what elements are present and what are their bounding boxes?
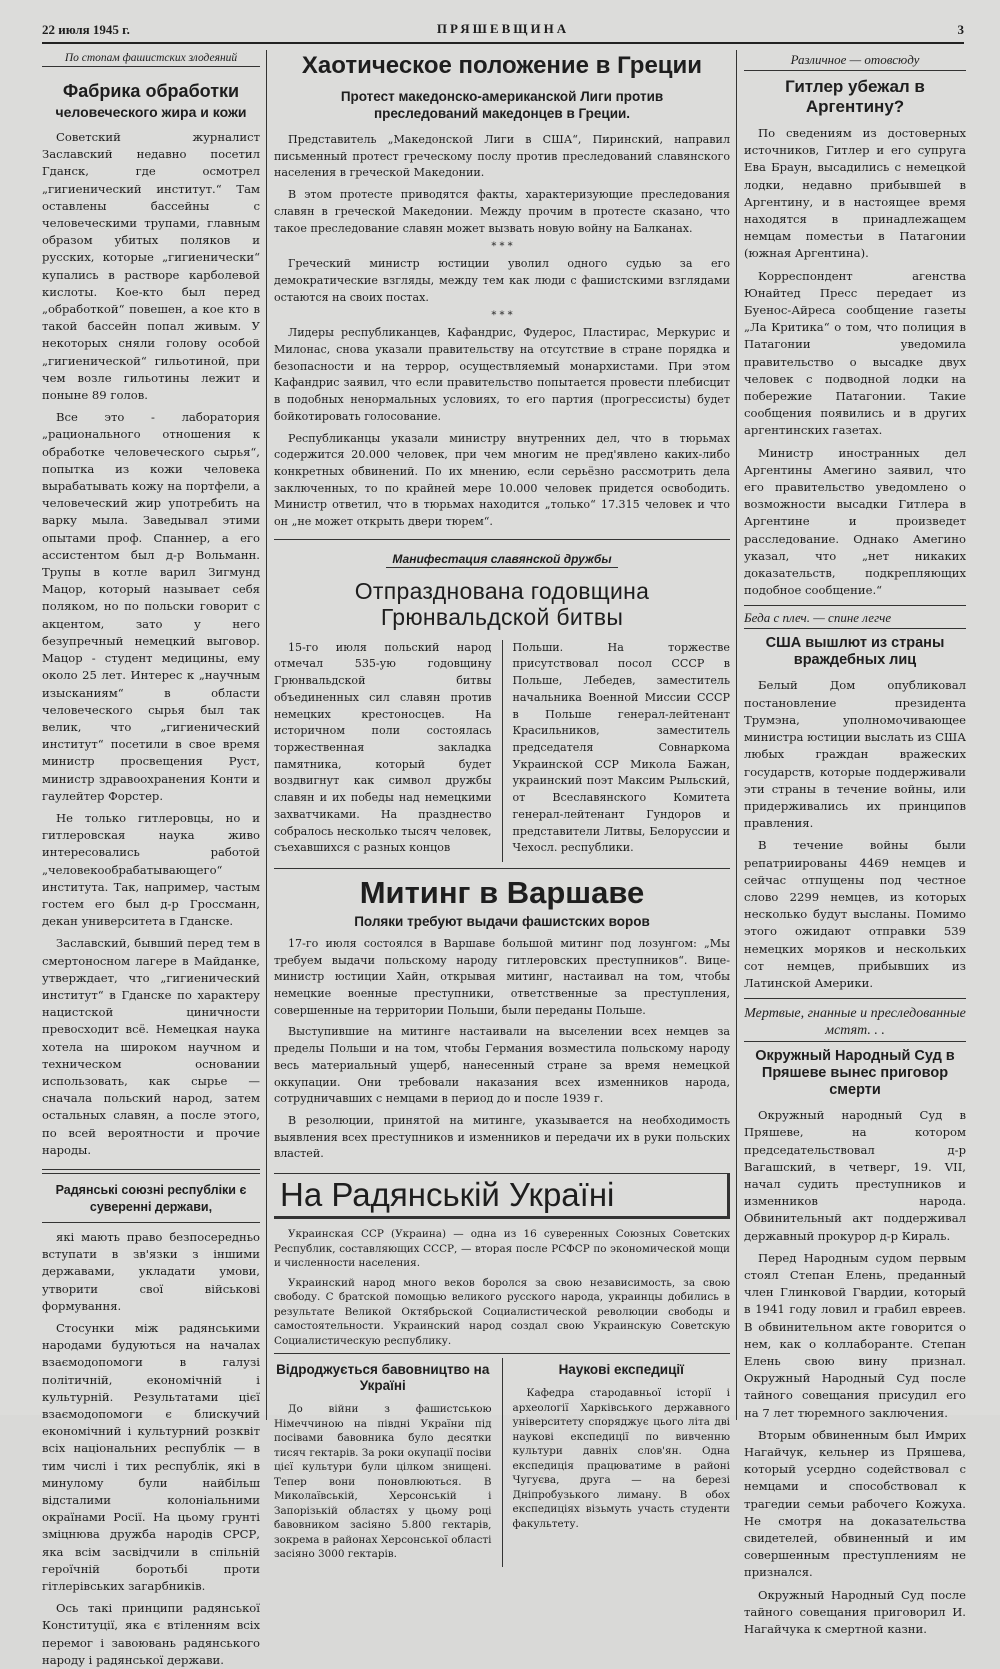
article-hitler bbox=[744, 125, 966, 599]
sovereign-paragraph: які мають право безпосередньо вступати в зв'язки з іншими державами, укладати умови, утворити свої військові формування. bbox=[42, 1229, 260, 1313]
greece-paragraph: Лидеры республиканцев, Кафандрис, Фудерос, Пластирас, Меркурис и Милонас, снова указали правительству на отсутствие в стране порядка и безопасности и на террор, осуществляемый монархистами. При этом Кафандрис заявил, что если правительство попытается провести плебисцит в подобных ненормальных условиях, то его партия (прогрессисты) будет бойкотировать голосование. bbox=[274, 326, 730, 423]
grunwald-col-rule bbox=[502, 640, 503, 862]
hitler-paragraph: Корреспондент агенства Юнайтед Пресс передает из Буенос-Айреса сообщение газеты „Ла Критика“ о том, что полиция в Патагонии уведомила правительство о высадке двух человек с подводной лодки на побережие Патагонии. Такие сообщения появились и в других аргентинских газетах. bbox=[744, 268, 966, 438]
sovereign-paragraph: Стосунки між радянськими народами будуються на началах взаємодопомоги в галузі політичній, економічній і культурній. Результатами цієї взаємодопомоги є блискучий економічний і культурний розквіт всіх національних республік — в тим числі і тих республік, які в минулому були найбільш відсталими колоніальними окраїнами Росії. На цьому грунті зміцнюва дружба народів СРСР, яка всім засвідчили в спільній героїчній боротьбі проти гітлерівських загарбників. bbox=[42, 1321, 260, 1594]
grunwald-paragraph: 15-го июля польский народ отмечал 535-ую годовщину Грюнвальдской битвы объединенных сил славян против немецких крестоносцев. На историчном поли состоялась торжественная закладка памятника, который будет воздвигнут как символ дружбы славян и их победы над немецкими захватчиками. На празднество собралось несколько тысяч человек, съехавшихся с разных концов bbox=[274, 640, 492, 855]
issue-date: 22 июля 1945 г. bbox=[42, 22, 130, 37]
headline-usa: США вышлют из страны враждебных лиц bbox=[765, 635, 945, 669]
newspaper-title: ПРЯШЕВЩИНА bbox=[436, 21, 570, 36]
article-court bbox=[744, 1107, 966, 1638]
sovereign-paragraph: Ось такі принципи радянської Конституції, яка є втіленням всіх перемог і завоювань радянського народу і радянської держави. bbox=[42, 1601, 260, 1667]
rubric-avengers: Мертвые, гнанные и преследованные мстят. . . bbox=[744, 1005, 966, 1042]
left-column bbox=[42, 52, 260, 1667]
headline-warsaw: Митинг в Варшаве bbox=[359, 874, 645, 910]
factory-paragraph: Все это - лаборатория „рационального отношения к обработке человеческого сырья“, попытка из кожи человека вырабатывать кожу на портфели, а человеческий жир употребить на варку мыла. Заведывал этими опытами проф. Спаннер, а его ассистентом был д-р Вольманн. Трупы в котле варил Зигмунд Мацор, который называет себя поляком, но по польски говорит с акцентом, зато у него безупречный немецкий выговор. Мацор - студент медицины, ему около 25 лет. Интерес к „научным изысканиям“ в области человеческого сырья был так велик, что „гигиенический институт“ посетили в свое время министр просвещения Руст, министр здравоохранения Конти и гаулейтер Форстер. bbox=[42, 410, 260, 803]
grunwald-col-right bbox=[513, 640, 731, 862]
hitler-paragraph: Министр иностранных дел Аргентины Амегино заявил, что его правительство уведомлено о возможности высадки Гитлера в Аргентине и произведет расследование. Однако Амегино указал, что „нет никаких доказательств, подкрепляющих подобное сообщение.“ bbox=[744, 445, 966, 598]
article-grunwald bbox=[274, 640, 730, 862]
headline-expeditions: Наукові експедиції bbox=[558, 1362, 684, 1378]
right-column bbox=[744, 52, 967, 1637]
rubric-slavic-friendship: Манифестация славянской дружбы bbox=[386, 552, 617, 568]
divider bbox=[744, 998, 966, 999]
column-rule-right bbox=[736, 50, 737, 1420]
rubric-trouble: Беда с плеч. — спине легче bbox=[744, 610, 966, 629]
greece-paragraph: Греческий министр юстиции уволил одного судью за его демократические взгляды, между тем как люди с фашистскими взглядами остаются на своих постах. bbox=[274, 257, 730, 304]
section-warsaw bbox=[274, 868, 730, 1163]
article-expeditions bbox=[513, 1358, 731, 1567]
headline-greece: Хаотическое положение в Греции bbox=[301, 52, 703, 79]
hitler-paragraph: По сведениям из достоверных источников, Гитлер и его супруга Ева Браун, высадились с немецкой лодки, недавно прибывшей в Аргентину, и в настоящее время находятся в принадлежащем немцам поместьи в Патагонии (южная Аргентина). bbox=[744, 126, 966, 261]
headline-factory-line2: человеческого жира и кожи bbox=[55, 104, 247, 120]
column-rule-left bbox=[266, 50, 267, 1420]
greece-paragraph: Республиканцы указали министру внутренних дел, что в тюрьмах содержится 20.000 человек, при чем многим не пред'явлено каких-либо конкретных обвинений. По их мнению, если серьёзно рассмотрить дела заключенных, то по крайней мере 10.000 человек придется освободить. Министр ответил, что в тюрьмах находится „только“ 17.315 человек и что он „не может открыть двери тюрем“. bbox=[274, 431, 730, 529]
section-grunwald bbox=[274, 539, 730, 630]
subhead-greece: Протест македонско-американской Лиги против преследований македонцев в Греции. bbox=[340, 89, 664, 121]
separator-stars: * * * bbox=[491, 241, 513, 253]
factory-paragraph: Заславский, бывший перед тем в смертоносном лагере в Майданке, утверждает, что „гигиенический институт“ в Гданске по характеру нацистской циничности превосходит всё. Немецкая наука хотела на широком научном и техническом основании использовать, как сырье — сначала польский народ, затем остальных славян, а после этого, по всей вероятности и прочие народы. bbox=[42, 936, 260, 1157]
headline-factory-line1: Фабрика обработки bbox=[62, 81, 240, 101]
ukraine-paragraph: Украинский народ много веков боролся за свою независимость, за свою свободу. С братской помощью великого русского народа, украинцы добились в результате Великой Октябрьской Социалистической революции свободы и самостоятельности. Украинский народ создал свою Украинскую Советскую Социалистическую республику. bbox=[274, 1276, 730, 1347]
article-cotton bbox=[274, 1358, 492, 1567]
headline-factory bbox=[42, 81, 260, 123]
court-paragraph: Перед Народным судом первым стоял Степан Елень, преданный член Глинковой Гвардии, который в 1941 году ловил и грабил евреев. В обвинительном акте говорится о нем, как о коллаборанте. Степан Елень свою вину признал. Окружный Народный Суд после тайного совещания присудил его на 7 лет тюремного заключения. bbox=[744, 1250, 966, 1420]
section-ukraine bbox=[274, 1173, 730, 1567]
article-factory bbox=[42, 129, 260, 1159]
divider bbox=[744, 605, 966, 606]
warsaw-paragraph: В резолюции, принятой на митинге, указывается на необходимость выявления всех преступников и изменников и передачи их в руки польских властей. bbox=[274, 1113, 730, 1161]
masthead bbox=[42, 20, 964, 44]
rubric-fascist-crimes: По стопам фашистских злодеяний bbox=[42, 52, 260, 67]
article-usa bbox=[744, 677, 966, 992]
ukraine-paragraph: Украинская ССР (Украина) — одна из 16 суверенных Союзных Советских Республик, составляющих СССР, — вторая после РСФСР по экономической мощи и численности населения. bbox=[274, 1228, 730, 1270]
center-column bbox=[274, 52, 730, 1561]
article-sovereign-republics bbox=[42, 1229, 260, 1669]
cotton-paragraph: До війни з фашистською Німеччиною на півдні України під посівами бавовника було десятки тисяч гектарів. За роки окупації посіви цієї культури були цілком знищені. Тепер вони поновлюються. В Миколаївській, Херсонській і Запорізькій областях у цьому році бавовником засіяно 5.800 гектарів, зокрема в районах Херсонської області засіяно 3000 гектарів. bbox=[274, 1403, 492, 1561]
headline-hitler: Гитлер убежал в Аргентину? bbox=[785, 77, 925, 116]
ukraine-intro bbox=[274, 1227, 730, 1348]
usa-paragraph: Белый Дом опубликовал постановление президента Трумэна, уполномочивающее министра юстиции выслать из США любых граждан вражеских государств, которые поддерживали эти страны в течение войны, или придерживались их принципов правления. bbox=[744, 678, 967, 831]
rubric-miscellaneous: Различное — отовсюду bbox=[744, 52, 966, 71]
factory-paragraph: Советский журналист Заславский недавно посетил Гданск, где осмотрел „гигиенический институт.“ Там оставлены бассейны с человеческими трупами, главным образом убитых поляков и русских, которые „гигиенически“ купались в растворе карболевой кислоты. Кое-кто был перед „обработкой“ повешен, а кое кто в такой бассейн попал живым. У некоторых сняли голову особой „гигиенической“ гильотиной, при чем возле гильотины лежит и поныне 89 голов. bbox=[42, 130, 260, 403]
warsaw-paragraph: 17-го июля состоялся в Варшаве большой митинг под лозунгом: „Мы требуем выдачи польскому народу гитлеровских преступников“. Вице-министр юстиции Хайн, открывая митинг, настаивал на том, чтобы немецкие военные преступники, ответственные за преступления, совершенные на территории Польши, были переданы Польше. bbox=[274, 936, 730, 1017]
subhead-warsaw: Поляки требуют выдачи фашистских воров bbox=[354, 913, 650, 929]
court-paragraph: Окружный народный Суд в Пряшеве, на котором председательствовал д-р Вагашский, в четверг, 19. VII, начал судить преступников и изменников народа. Обвинительный акт поддерживал державный прокурор д-р Кираль. bbox=[744, 1108, 966, 1243]
greece-paragraph: В этом протесте приводятся факты, характеризующие преследования славян в греческой Македонии. Между прочим в протесте сказано, что такое преследование славян может вызвать новую войну на Балканах. bbox=[274, 188, 730, 235]
separator-stars: * * * bbox=[491, 310, 513, 322]
section-divider bbox=[42, 1169, 260, 1174]
expeditions-paragraph: Кафедра стародавньої історії і археології Харківського державного університету споряджує цього літа дві наукові експедиції по вивченню культури давніх слов'ян. Одна експедиція працюватиме в районі Чугуєва, друга — на березі Дніпробузького лиману. В обох експедиціях візьмуть участь студенти факультету. bbox=[512, 1387, 730, 1530]
headline-sovereign-republics: Радянські союзні республіки є суверенні держави, bbox=[55, 1182, 247, 1214]
usa-paragraph: В течение войны были репатриированы 4469 немцев и сейчас отпущены под честное слово 2299 немцев, из которых несколько будут высланы. Помимо этого ожидают отправки 539 немецких моряков и нескольких сот немцев, прибывших из Латинской Америки. bbox=[744, 838, 966, 990]
court-paragraph: Окружный Народный Суд после тайного совещания приговорил И. Нагайчука к смертной казни. bbox=[744, 1587, 966, 1637]
ukraine-subarticles bbox=[274, 1353, 730, 1567]
article-greece bbox=[274, 132, 730, 531]
ukraine-col-rule bbox=[502, 1358, 503, 1567]
grunwald-col-left bbox=[274, 640, 492, 862]
court-paragraph: Вторым обвиненным был Имрих Нагайчук, кельнер из Пряшева, который усердно содействовал с немцами и способствовал к трагедии семьи рабочего Кожуха. Не смотря на доказательства свидетелей, обвиненный и им совершенным преступлениям не признался. bbox=[744, 1427, 966, 1580]
headline-grunwald-line1: Отпразднована годовщина bbox=[354, 577, 650, 604]
divider bbox=[42, 1222, 260, 1223]
warsaw-paragraph: Выступившие на митинге настаивали на выселении всех немцев за пределы Польши и на том, чтобы Германия возместила польскому народу весь материальный ущерб, нанесенный стране за время немецкой оккупации. Они требовали наказания всех изменников народа, сотрудничавших с немцами в период до и после 1939 г. bbox=[274, 1025, 730, 1106]
headline-grunwald-line2: Грюнвальдской битвы bbox=[380, 603, 624, 630]
factory-paragraph: Не только гитлеровцы, но и гитлеровская наука живо интересовались работой „человекообрабатывающего“ института. Так, например, частым гостем его был д-р Гроссманн, декан университета в Гданске. bbox=[42, 810, 260, 929]
greece-paragraph: Представитель „Македонской Лиги в США“, Пиринский, направил письменный протест греческому послу против преследований славянского населения в греческой Македонии. bbox=[274, 133, 730, 180]
grunwald-paragraph: Польши. На торжестве присутствовал посол СССР в Польше, Лебедев, заместитель начальника Военной Миссии СССР в Польше генерал-лейтенант Красильников, заместитель председателя Совнаркома Украинской ССР Микола Бажан, украинский поэт Максим Рыльский, от Всеславянского Комитета генерал-лейтенант Гундоров и представители Литвы, Белоруссии и Чехосл. республики. bbox=[512, 640, 730, 855]
page-number: 3 bbox=[957, 22, 964, 37]
headline-ukraine: На Радянській Україні bbox=[274, 1173, 730, 1219]
headline-cotton: Відроджується бавовництво на Україні bbox=[276, 1362, 490, 1394]
headline-court: Окружный Народный Суд в Пряшеве вынес приговор смерти bbox=[755, 1048, 955, 1099]
